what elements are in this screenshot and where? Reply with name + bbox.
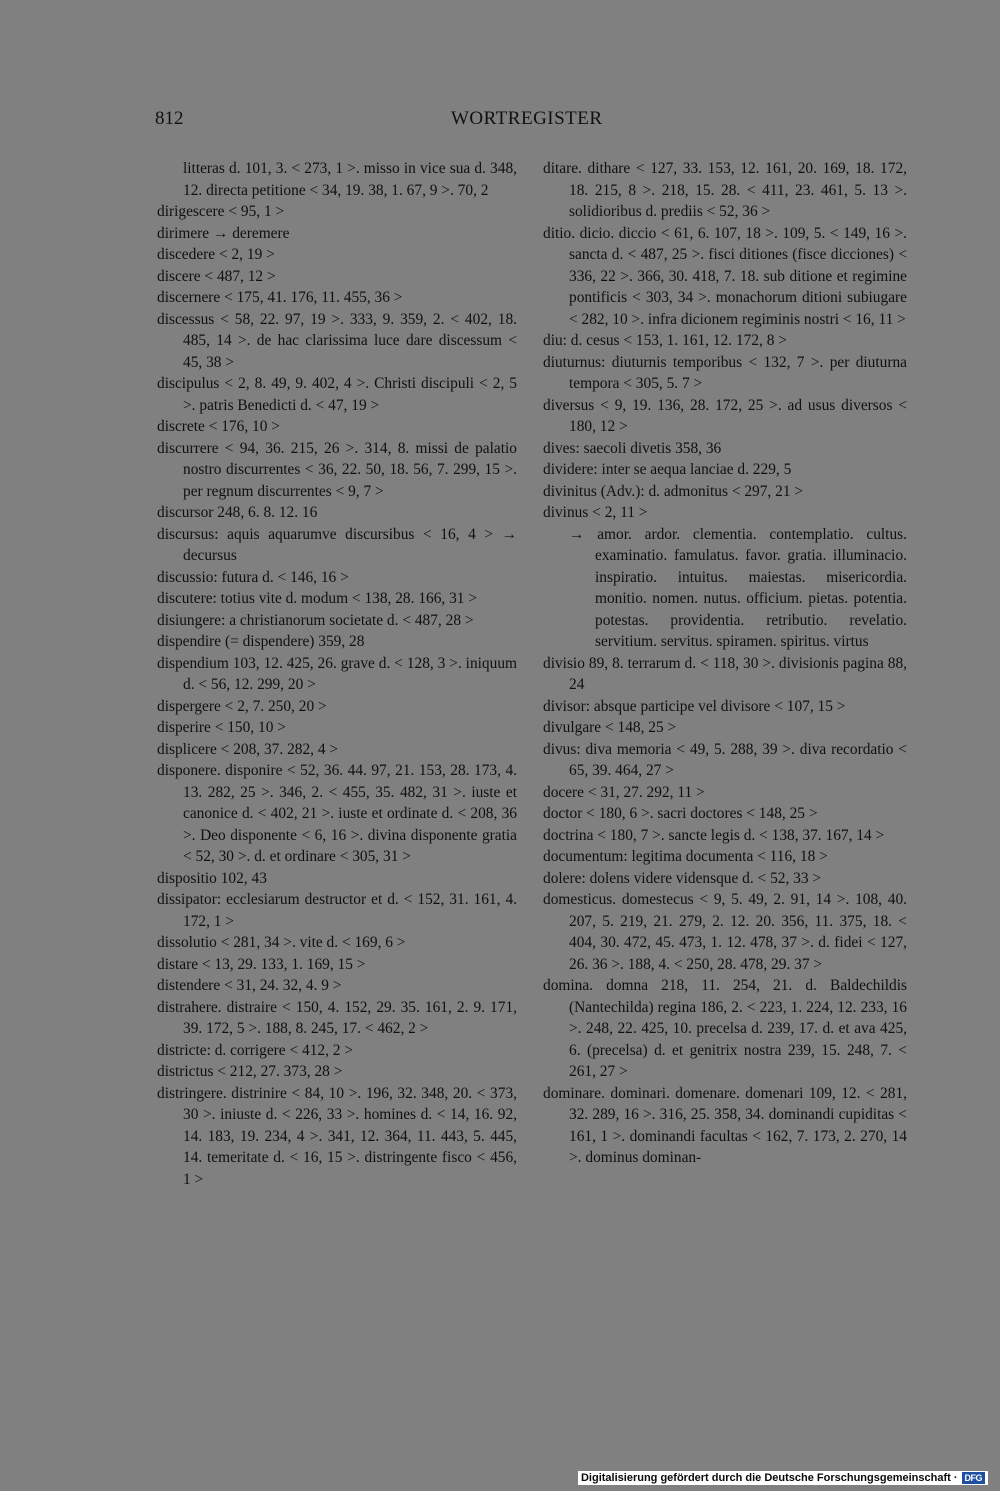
running-title: WORTREGISTER: [451, 108, 603, 129]
index-entry: discere < 487, 12 >: [157, 267, 276, 285]
index-entry: dominare. dominari. domenare. domenari 109, 12. < 281, 32. 289, 16 >. 316, 25. 358, 34. dominandi cupiditas < 161, 1 >. dominandi facultas < 162, 7. 173, 2. 270, 14 >. dominus dominan-: [543, 1084, 907, 1166]
funding-credit-text: Digitalisierung gefördert durch die Deutsche Forschungsgemeinschaft ·: [580, 1472, 958, 1484]
index-entry: discedere < 2, 19 >: [157, 246, 275, 263]
index-entry: dividere: inter se aequa lanciae d. 229, 5: [543, 461, 792, 478]
index-entry: discursor 248, 6. 8. 12. 16: [157, 504, 318, 521]
index-entry: docere < 31, 27. 292, 11 >: [543, 783, 705, 801]
index-entry: dispendium 103, 12. 425, 26. grave d. < 128, 3 >. iniquum d. < 56, 12. 299, 20 >: [157, 654, 517, 693]
index-entry: divisio 89, 8. terrarum d. < 118, 30 >. divisionis pagina 88, 24: [543, 654, 907, 693]
index-entry: divulgare < 148, 25 >: [543, 719, 677, 736]
right-column: [543, 158, 907, 1169]
index-entry: ditare. dithare < 127, 33. 153, 12. 161, 20. 169, 18. 172, 18. 215, 8 >. 218, 15. 28. < 411, 23. 461, 5. 13 >. solidioribus d. prediis < 52, 36 >: [543, 160, 907, 220]
index-entry: discutere: totius vite d. modum < 138, 28. 166, 31 >: [157, 590, 478, 607]
index-entry: distrahere. distraire < 150, 4. 152, 29. 35. 161, 2. 9. 171, 39. 172, 5 >. 188, 8. 245, 17. < 462, 2 >: [157, 998, 517, 1037]
index-entry: litteras d. 101, 3. < 273, 1 >. misso in vice sua d. 348, 12. directa petitione < 34, 19. 38, 1. 67, 9 >. 70, 2: [183, 160, 517, 199]
index-entry: dispendire (= dispendere) 359, 28: [157, 633, 365, 650]
index-entry: documentum: legitima documenta < 116, 18 >: [543, 848, 828, 865]
index-entry: domesticus. domestecus < 9, 5. 49, 2. 91, 14 >. 108, 40. 207, 5. 219, 21. 279, 2. 12. 20. 356, 11. 375, 18. < 404, 30. 472, 45. 473, 1. 12. 478, 37 >. d. fidei < 127, 26. 36 >. 188, 4. < 250, 28. 478, 29. 37 >: [543, 891, 907, 973]
index-entry: districte: d. corrigere < 412, 2 >: [157, 1041, 354, 1059]
index-entry: discipulus < 2, 8. 49, 9. 402, 4 >. Christi discipuli < 2, 5 >. patris Benedicti d. < 47, 19 >: [157, 375, 517, 414]
index-entry: districtus < 212, 27. 373, 28 >: [157, 1063, 343, 1080]
index-entry: discrete < 176, 10 >: [157, 418, 280, 435]
index-entry: disponere. disponire < 52, 36. 44. 97, 21. 153, 28. 173, 4. 13. 282, 25 >. 346, 2. < 455, 35. 482, 31 >. iuste et canonice d. < 402, 21 >. iuste et ordinate d. < 208, 36 >. Deo disponente < 6, 16 >. divina disponente gratia < 52, 30 >. d. et ordinare < 305, 31 >: [157, 762, 517, 865]
index-entry: dolere: dolens videre vidensque d. < 52, 33 >: [543, 869, 822, 887]
index-entry: dispositio 102, 43: [157, 869, 267, 887]
page-number: 812: [155, 108, 184, 129]
funding-credit: [578, 1471, 988, 1485]
index-entry: dissipator: ecclesiarum destructor et d. < 152, 31. 161, 4. 172, 1 >: [157, 891, 517, 930]
index-entry: discernere < 175, 41. 176, 11. 455, 36 >: [157, 289, 403, 306]
page-header: [155, 108, 855, 138]
index-entry: distare < 13, 29. 133, 1. 169, 15 >: [157, 955, 366, 973]
index-entry: discursus: aquis aquarumve discursibus < 16, 4 > → decursus: [157, 525, 517, 564]
index-entry: ditio. dicio. diccio < 61, 6. 107, 18 >. 109, 5. < 149, 16 >. sancta d. < 487, 25 >. fisci ditiones (fisce dicciones) < 336, 22 >. 366, 30. 418, 7. 18. sub ditione et regimine pontificis < 303, 34 >. monachorum ditioni subiugare < 282, 10 >. infra dicionem regiminis nostri < 16, 11 >: [543, 224, 907, 328]
index-entry: domina. domna 218, 11. 254, 21. d. Baldechildis (Nantechilda) regina 186, 2. < 223, 1. 224, 12. 233, 16 >. 248, 22. 425, 10. precelsa d. 239, 17. d. et ava 425, 6. (precelsa) d. et genitrix nostra 239, 15. 248, 7. < 261, 27 >: [543, 977, 907, 1080]
left-column: [157, 158, 517, 1190]
index-entry: diversus < 9, 19. 136, 28. 172, 25 >. ad usus diversos < 180, 12 >: [543, 396, 907, 435]
index-entry: dissolutio < 281, 34 >. vite d. < 169, 6 >: [157, 934, 406, 951]
index-entry: diu: d. cesus < 153, 1. 161, 12. 172, 8 >: [543, 332, 787, 349]
index-entry: distringere. distrinire < 84, 10 >. 196, 32. 348, 20. < 373, 30 >. iniuste d. < 226, 33 >. homines d. < 14, 16. 92, 14. 183, 19. 234, 4 >. 341, 12. 364, 11. 443, 5. 445, 14. temeritate d. < 16, 15 >. distringente fisco < 456, 1 >: [157, 1084, 517, 1188]
index-entry: discurrere < 94, 36. 215, 26 >. 314, 8. missi de palatio nostro discurrentes < 36, 22. 50, 18. 56, 7. 299, 15 >. per regnum discurrentes < 9, 7 >: [157, 439, 517, 500]
index-entry: divisor: absque participe vel divisore < 107, 15 >: [543, 697, 846, 715]
index-entry: doctrina < 180, 7 >. sancte legis d. < 138, 37. 167, 14 >: [543, 826, 885, 844]
cross-reference-list: → amor. ardor. clementia. contemplatio. cultus. examinatio. famulatus. favor. gratia. illuminacio. inspiratio. intuitus. maiestas. misericordia. monitio. nomen. nutus. officium. pietas. potentia. potestas. providentia. retributio. revelatio. servitium. servitus. spiramen. spiritus. virtus: [569, 525, 907, 650]
index-entry: distendere < 31, 24. 32, 4. 9 >: [157, 977, 342, 994]
index-entry: diuturnus: diuturnis temporibus < 132, 7 >. per diuturna tempora < 305, 5. 7 >: [543, 353, 907, 392]
index-entry: dispergere < 2, 7. 250, 20 >: [157, 697, 327, 715]
dfg-logo: DFG: [962, 1472, 986, 1484]
index-entry: doctor < 180, 6 >. sacri doctores < 148, 25 >: [543, 805, 818, 822]
index-entry: divinus < 2, 11 >: [543, 504, 648, 521]
index-entry: dirigescere < 95, 1 >: [157, 203, 285, 220]
index-entry: displicere < 208, 37. 282, 4 >: [157, 740, 339, 758]
index-entry: discussio: futura d. < 146, 16 >: [157, 568, 349, 586]
index-entry: dirimere → deremere: [157, 224, 290, 242]
index-entry: divus: diva memoria < 49, 5. 288, 39 >. diva recordatio < 65, 39. 464, 27 >: [543, 740, 907, 779]
index-entry: discessus < 58, 22. 97, 19 >. 333, 9. 359, 2. < 402, 18. 485, 14 >. de hac clarissima luce dare discessum < 45, 38 >: [157, 310, 517, 371]
index-entry: dives: saecoli divetis 358, 36: [543, 439, 722, 457]
index-entry: disiungere: a christianorum societate d. < 487, 28 >: [157, 611, 474, 629]
index-entry: divinitus (Adv.): d. admonitus < 297, 21 >: [543, 482, 804, 500]
index-entry: disperire < 150, 10 >: [157, 719, 286, 736]
